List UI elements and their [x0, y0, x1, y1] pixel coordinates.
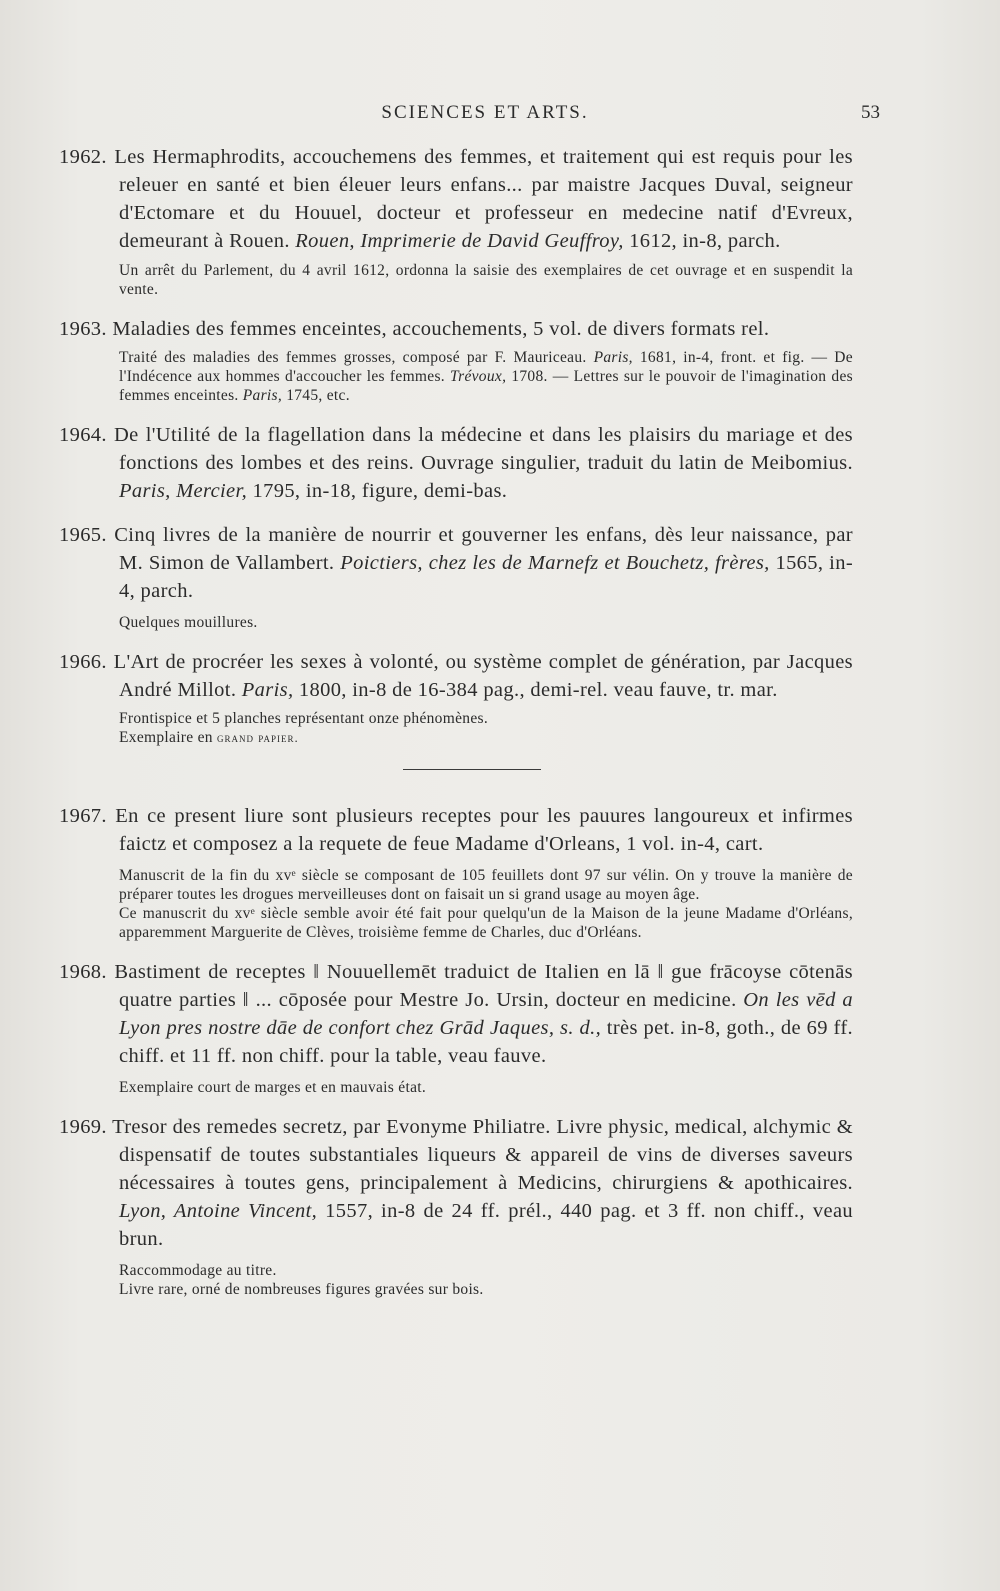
entry-note: Ce manuscrit du xvᵉ siècle semble avoir été fait pour quelqu'un de la Maison de la jeune Madame d'Orléans, apparemment Marguerite de Clèves, troisième femme de Charles, duc d'Orléans. [119, 905, 853, 941]
entry-number: 1962. [59, 146, 107, 168]
note-text: 1708. — Lettres sur le pouvoir de l'imagination des femmes enceintes. [119, 368, 853, 404]
entry-title: En ce present liure sont plusieurs receptes pour les pauures langoureux et infirmes faictz et composez a la requete de feue Madame d'Orleans, 1 vol. in-4, cart. [106, 805, 853, 855]
entry-description [59, 421, 853, 505]
entry-title: Maladies des femmes enceintes, accouchements, 5 vol. de divers formats rel. [106, 318, 770, 340]
catalogue-entry-1966 [59, 648, 853, 747]
entry-description [59, 315, 853, 343]
entry-note: Frontispice et 5 planches représentant onze phénomènes. [119, 710, 489, 727]
note-small-caps: grand papier. [217, 730, 299, 745]
note-place: Trévoux, [450, 368, 507, 385]
entry-note: Raccommodage au titre. [119, 1262, 277, 1279]
entry-description [59, 648, 853, 704]
catalogue-entry-1965 [59, 521, 853, 632]
entry-note [89, 728, 853, 747]
page-header [90, 100, 880, 130]
page-number: 53 [861, 102, 880, 123]
entry-imprint: Paris, [241, 679, 294, 701]
running-head: SCIENCES ET ARTS. [381, 102, 589, 123]
entry-note: Quelques mouillures. [119, 614, 258, 631]
entry-title: De l'Utilité de la flagellation dans la médecine et dans les plaisirs du mariage et des fonctions des lombes et des reins. Ouvrage singulier, traduit du latin de Meibomius. [106, 424, 853, 474]
entry-number: 1964. [59, 424, 107, 446]
entry-title: Bastiment de receptes ‖ Nouuellemēt traduict de Italien en lā ‖ gue frācoyse cōtenās quatre parties ‖ ... cōposée pour Mestre Jo. Ursin, docteur en medicine. [106, 961, 853, 1011]
section-divider [403, 769, 541, 770]
entry-imprint: On les vēd a Lyon pres nostre dāe de confort chez Grād Jaques, s. d., [119, 989, 853, 1039]
entry-title: Tresor des remedes secretz, par Evonyme Philiatre. Livre physic, medical, alchymic & dispensatif de toutes substantiales liqueurs & appareil de vins de diverses saveurs nécessaires à toutes gens, principalement à Medicins, chirurgiens & apothicaires. [106, 1116, 853, 1194]
entry-imprint: Poictiers, chez les de Marnefz et Bouchetz, frères, [340, 552, 770, 574]
catalogue-entry-1967 [59, 802, 853, 942]
catalogue-entry-1969 [59, 1113, 853, 1299]
entry-details: 1557, in-8 de 24 ff. prél., 440 pag. et 3 ff. non chiff., veau brun. [119, 1200, 853, 1250]
entry-imprint: Rouen, Imprimerie de David Geuffroy, [295, 230, 624, 252]
entry-description [59, 521, 853, 605]
entry-description [59, 958, 853, 1070]
catalogue-entry-1964 [59, 421, 853, 505]
entry-details: 1800, in-8 de 16-384 pag., demi-rel. veau fauve, tr. mar. [293, 679, 778, 701]
note-text: Traité des maladies des femmes grosses, composé par F. Mauriceau. [119, 349, 594, 366]
entry-note [89, 348, 853, 405]
entry-note: Manuscrit de la fin du xvᵉ siècle se composant de 105 feuillets dont 97 sur vélin. On y trouve la manière de préparer toutes les drogues merveilleuses dont on faisait un si grand usage au moyen âge. [119, 867, 853, 903]
entry-number: 1966. [59, 651, 107, 673]
catalogue-entry-1963 [59, 315, 853, 405]
entry-number: 1967. [59, 805, 107, 827]
catalogue-entry-1968 [59, 958, 853, 1097]
entry-details: 1795, in-18, figure, demi-bas. [247, 480, 508, 502]
entry-note: Livre rare, orné de nombreuses figures gravées sur bois. [119, 1281, 484, 1298]
entry-description [59, 143, 853, 255]
note-text: 1681, in-4, front. et fig. — De l'Indécence aux hommes d'accoucher les femmes. [119, 349, 853, 385]
entry-title: Cinq livres de la manière de nourrir et gouverner les enfans, dès leur naissance, par M. Simon de Vallambert. [106, 524, 853, 574]
entry-number: 1965. [59, 524, 107, 546]
catalogue-entry-1962 [59, 143, 853, 299]
entry-imprint: Paris, Mercier, [119, 480, 248, 502]
entry-details: 1612, in-8, parch. [623, 230, 781, 252]
entry-number: 1969. [59, 1116, 107, 1138]
note-text: Exemplaire en [119, 729, 218, 746]
note-place: Paris, [593, 349, 633, 366]
catalogue-content [59, 143, 853, 1299]
entry-description [59, 802, 853, 858]
entry-title: L'Art de procréer les sexes à volonté, ou système complet de génération, par Jacques André Millot. [106, 651, 853, 701]
entry-title: Les Hermaphrodits, accouchemens des femmes, et traitement qui est requis pour les releuer en santé et bien éleuer leurs enfans... par maistre Jacques Duval, seigneur d'Ectomare et du Houuel, docteur et professeur en medecine natif d'Evreux, demeurant à Rouen. [106, 146, 853, 252]
entry-number: 1968. [59, 961, 107, 983]
entry-note: Exemplaire court de marges et en mauvais état. [119, 1079, 427, 1096]
entry-note: Un arrêt du Parlement, du 4 avril 1612, ordonna la saisie des exemplaires de cet ouvrage et en suspendit la vente. [119, 262, 853, 298]
entry-description [59, 1113, 853, 1253]
entry-imprint: Lyon, Antoine Vincent, [119, 1200, 318, 1222]
note-place: Paris, [242, 387, 283, 404]
entry-details: 1565, in-4, parch. [119, 552, 853, 602]
entry-details: très pet. in-8, goth., de 69 ff. chiff. et 11 ff. non chiff. pour la table, veau fauve. [119, 1017, 853, 1067]
note-text: 1745, etc. [282, 387, 350, 404]
entry-number: 1963. [59, 318, 107, 340]
